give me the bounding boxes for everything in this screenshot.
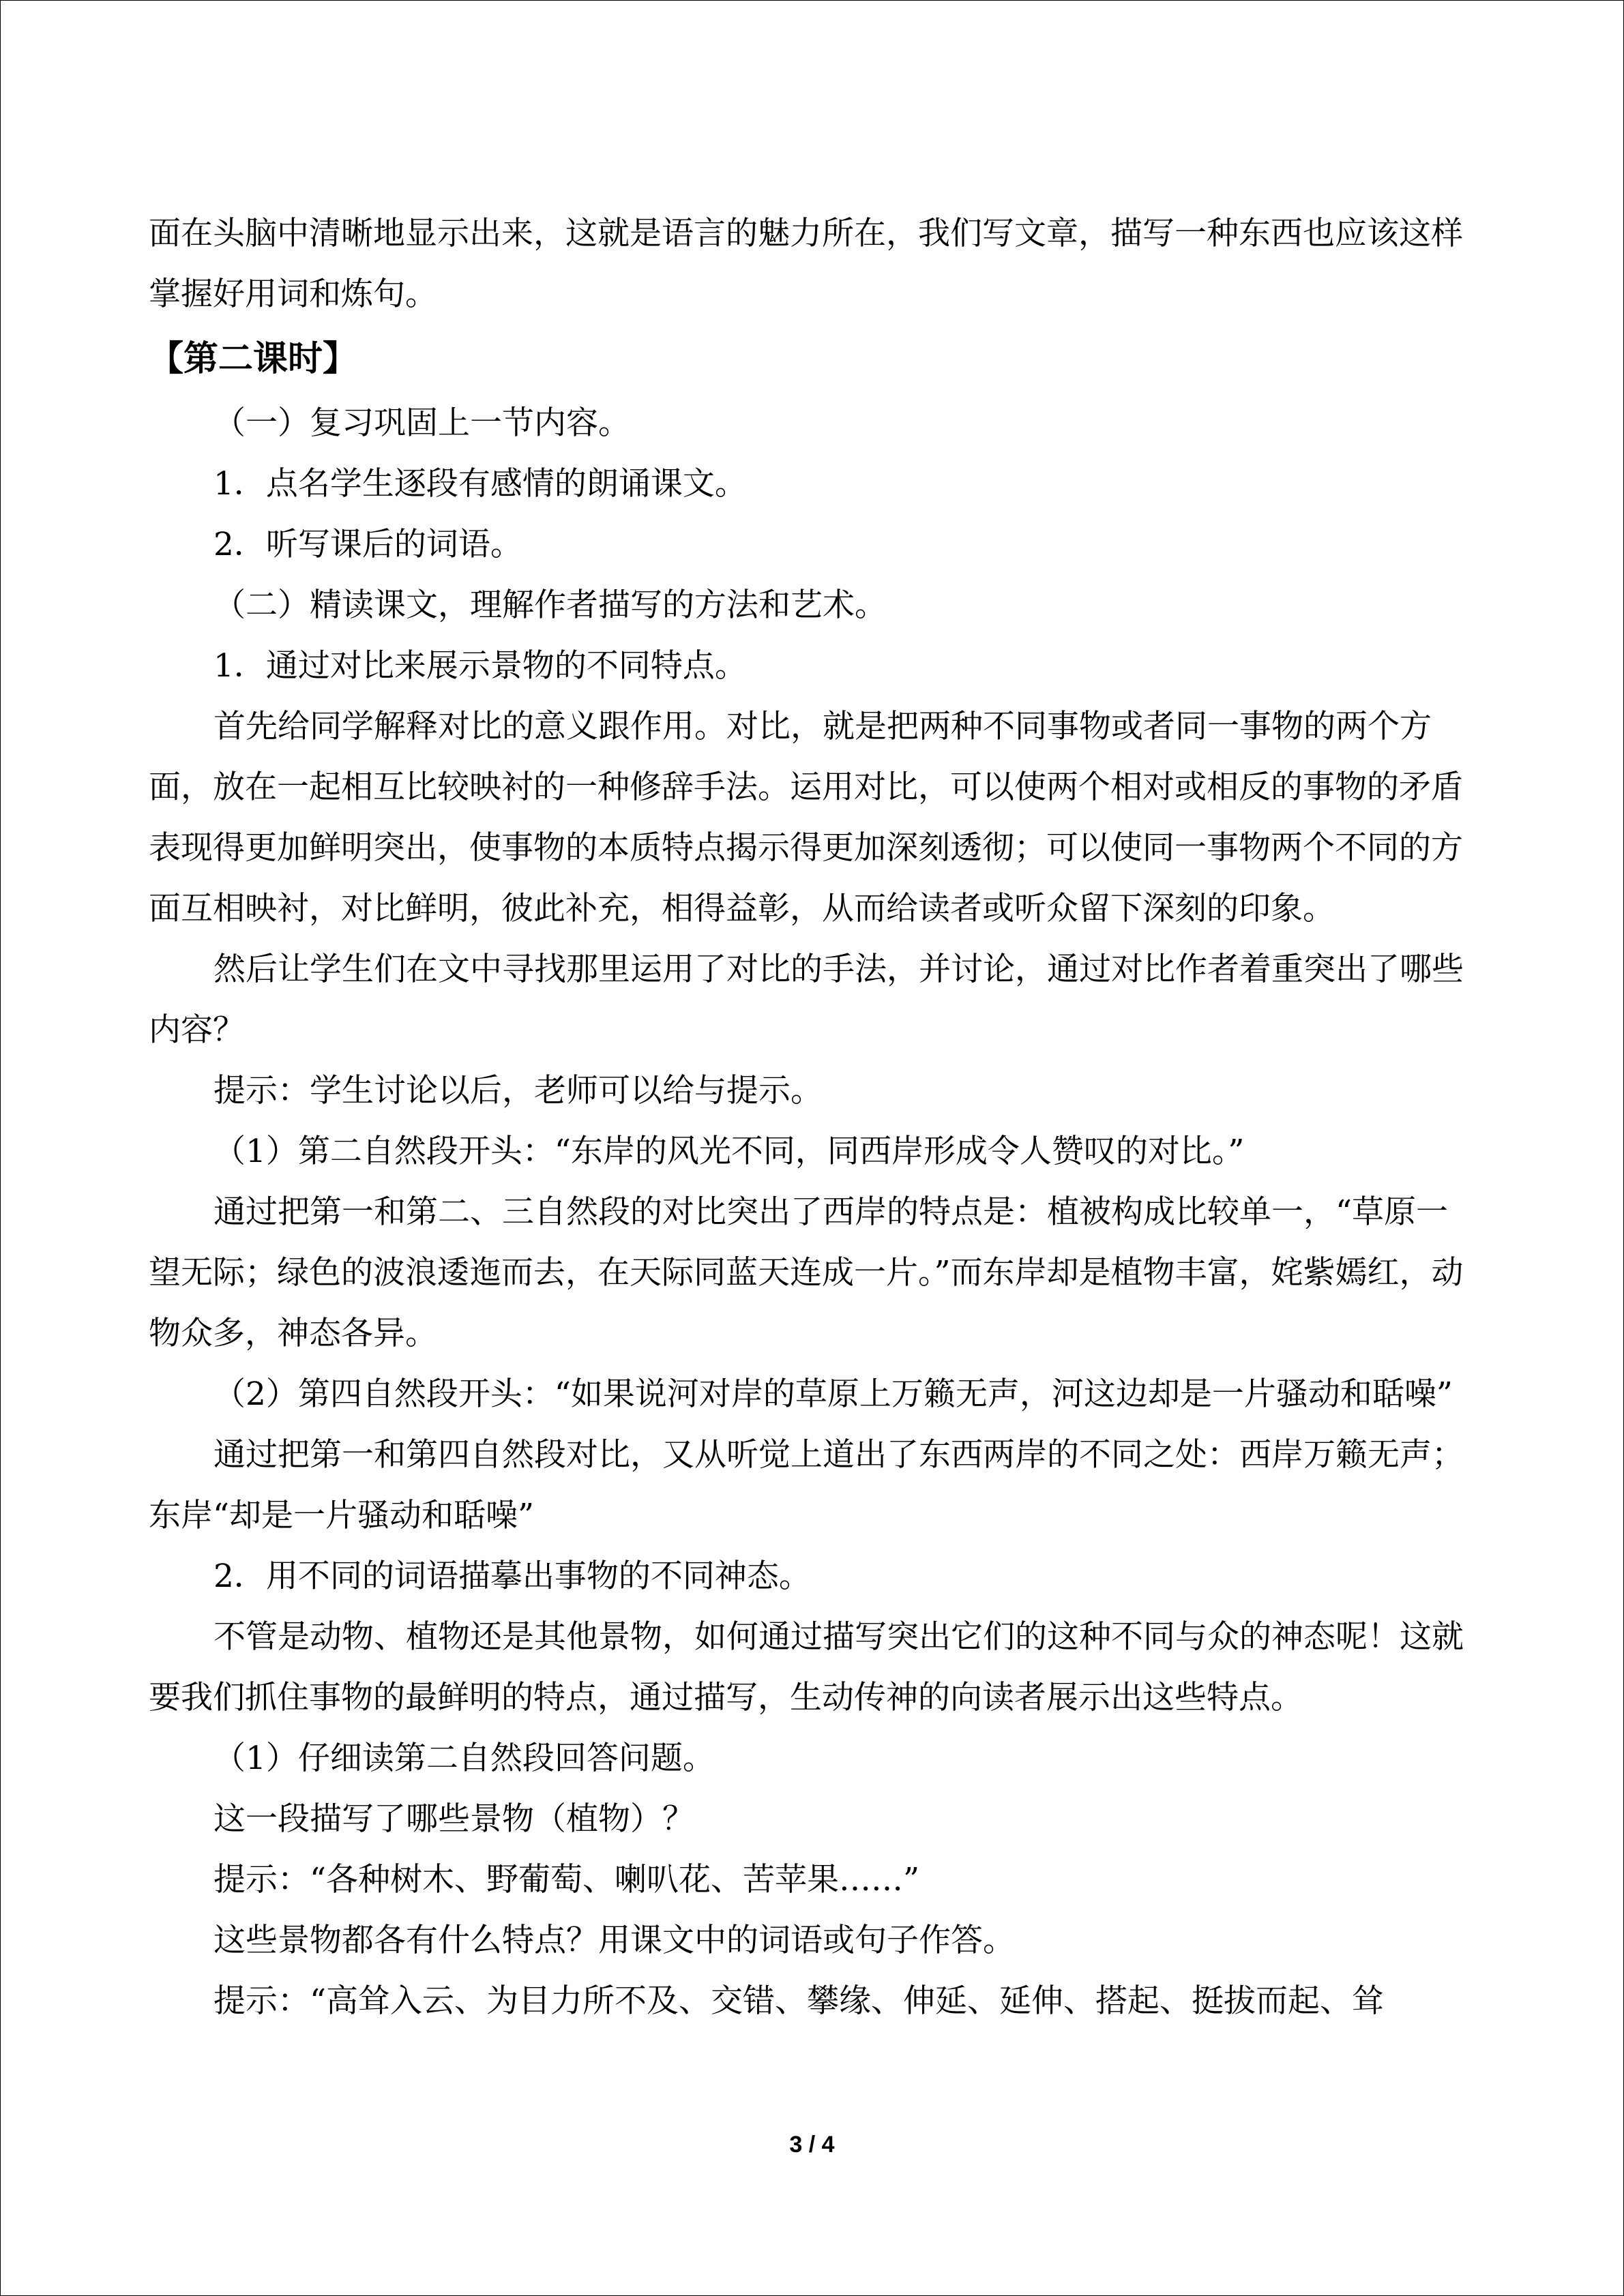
paragraph: 然后让学生们在文中寻找那里运用了对比的手法，并讨论，通过对比作者着重突出了哪些内容？ <box>149 951 1464 1049</box>
list-item: 1．点名学生逐段有感情的朗诵课文。 <box>213 465 747 503</box>
paragraph: 首先给同学解释对比的意义跟作用。对比，就是把两种不同事物或者同一事物的两个方面，放在一起相互比较映衬的一种修辞手法。运用对比，可以使两个相对或相反的事物的矛盾表现得更加鲜明突出，使事物的本质特点揭示得更加深刻透彻；可以使同一事物两个不同的方面互相映衬，对比鲜明，彼此补充，相得益彰，从而给读者或听众留下深刻的印象。 <box>149 708 1463 927</box>
list-item: 2．听写课后的词语。 <box>213 526 522 563</box>
document-body <box>149 203 1465 2031</box>
paragraph: 通过把第一和第四自然段对比，又从听觉上道出了东西两岸的不同之处：西岸万籁无声；东岸“却是一片骚动和聒噪” <box>149 1436 1464 1534</box>
paragraph: 这一段描写了哪些景物（植物）？ <box>213 1800 694 1838</box>
paragraph: 面在头脑中清晰地显示出来，这就是语言的魅力所在，我们写文章，描写一种东西也应该这样掌握好用词和炼句。 <box>149 215 1463 313</box>
paragraph: 提示：“各种树木、野葡萄、喇叭花、苦苹果……” <box>213 1861 920 1898</box>
list-item: 2．用不同的词语描摹出事物的不同神态。 <box>213 1557 811 1595</box>
paragraph: （一）复习巩固上一节内容。 <box>213 404 630 442</box>
section-heading: 【第二课时】 <box>149 338 358 379</box>
paragraph: （1）仔细读第二自然段回答问题。 <box>213 1740 715 1777</box>
paragraph: 提示：“高耸入云、为目力所不及、交错、攀缘、伸延、延伸、搭起、挺拔而起、耸 <box>213 1982 1385 2020</box>
paragraph: 提示：学生讨论以后，老师可以给与提示。 <box>213 1072 823 1109</box>
paragraph: （2）第四自然段开头：“如果说河对岸的草原上万籁无声，河这边却是一片骚动和聒噪” <box>213 1375 1453 1413</box>
paragraph: 这些景物都各有什么特点？用课文中的词语或句子作答。 <box>213 1922 1015 1959</box>
page-number: 3 / 4 <box>789 2132 835 2158</box>
paragraph: （二）精读课文，理解作者描写的方法和艺术。 <box>213 586 887 624</box>
paragraph: （1）第二自然段开头：“东岸的风光不同，同西岸形成令人赞叹的对比。” <box>213 1133 1245 1170</box>
paragraph: 通过把第一和第二、三自然段的对比突出了西岸的特点是：植被构成比较单一，“草原一望无际；绿色的波浪逶迤而去，在天际同蓝天连成一片。”而东岸却是植物丰富，姹紫嫣红，动物众多，神态各异。 <box>149 1193 1464 1352</box>
paragraph: 不管是动物、植物还是其他景物，如何通过描写突出它们的这种不同与众的神态呢！这就要我们抓住事物的最鲜明的特点，通过描写，生动传神的向读者展示出这些特点。 <box>149 1618 1464 1716</box>
list-item: 1．通过对比来展示景物的不同特点。 <box>213 647 747 685</box>
